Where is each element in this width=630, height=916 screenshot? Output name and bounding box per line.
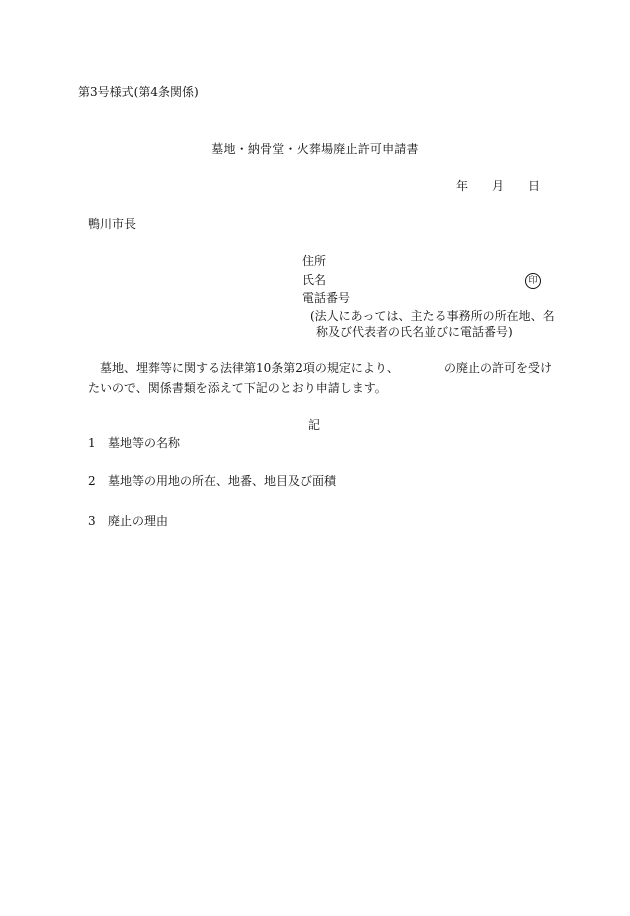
item-text: 墓地等の用地の所在、地番、地目及び面積 xyxy=(108,474,337,488)
list-item xyxy=(88,475,336,487)
corporate-note-line1: (法人にあっては、主たる事務所の所在地、名 xyxy=(310,309,555,323)
date-year-label: 年 xyxy=(456,179,469,193)
address-label: 住所 xyxy=(302,254,327,268)
date-month-label: 月 xyxy=(492,179,505,193)
ki-heading: 記 xyxy=(308,418,321,432)
form-number: 第3号様式(第4条関係) xyxy=(78,85,199,99)
seal-mark: 印 xyxy=(525,273,541,289)
phone-label: 電話番号 xyxy=(302,291,351,305)
list-item xyxy=(88,437,180,449)
corporate-note-line2: 称及び代表者の氏名並びに電話番号) xyxy=(316,325,513,339)
item-number: 2 xyxy=(88,474,96,488)
item-number: 1 xyxy=(88,436,96,450)
body-text-line1a: 墓地、埋葬等に関する法律第10条第2項の規定により、 xyxy=(100,361,399,375)
item-text: 廃止の理由 xyxy=(108,514,169,528)
addressee: 鴨川市長 xyxy=(88,217,137,231)
name-label: 氏名 xyxy=(302,273,327,287)
date-day-label: 日 xyxy=(528,179,541,193)
item-number: 3 xyxy=(88,514,96,528)
document-title: 墓地・納骨堂・火葬場廃止許可申請書 xyxy=(211,142,419,156)
body-text-line2: たいので、関係書類を添えて下記のとおり申請します。 xyxy=(88,381,387,395)
list-item xyxy=(88,515,168,527)
body-text-line1b: の廃止の許可を受け xyxy=(444,361,553,375)
item-text: 墓地等の名称 xyxy=(108,436,181,450)
